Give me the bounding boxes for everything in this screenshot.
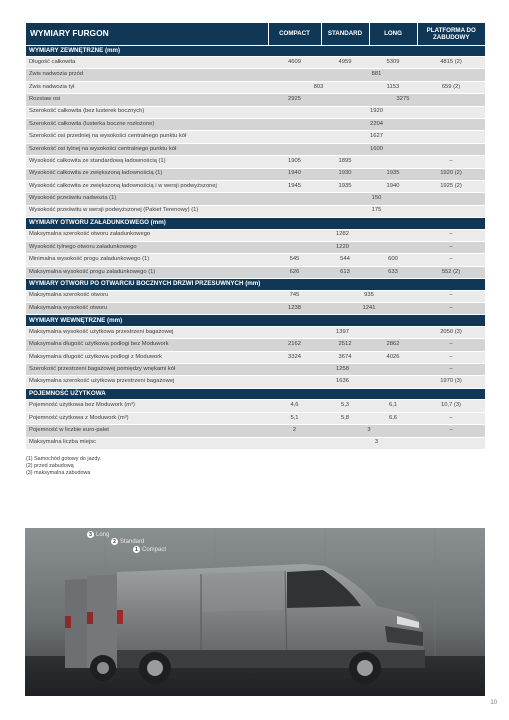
footnote: (1) Samochód gotowy do jazdy.: [26, 456, 102, 462]
column-header-standard: STANDARD: [321, 23, 369, 45]
section-heading-load-opening: WYMIARY OTWORU ZAŁADUNKOWEGO (mm): [26, 218, 485, 230]
row-label: Wysokość prześwitu w wersji podwyższonej (Pakiet Terenowy) (1): [26, 205, 268, 217]
table-row: [26, 205, 485, 217]
cell-compact: 2925: [268, 94, 321, 106]
cell-standard: 544: [321, 254, 369, 266]
cell-compact-standard-long: 1282: [268, 229, 417, 241]
table-row: [26, 106, 485, 118]
photo-label-compact: [133, 546, 166, 553]
van-lineup-photo: [25, 528, 485, 696]
row-label: Maksymalna długość użytkowa podłogi bez Moduwork: [26, 339, 268, 351]
row-label: Maksymalna wysokość otworu: [26, 303, 268, 315]
cell-standard: 4959: [321, 57, 369, 69]
footnote: (3) maksymalna zabudowa: [26, 470, 91, 476]
table-row: [26, 376, 485, 388]
section-heading-interior: WYMIARY WEWNĘTRZNE (mm): [26, 315, 485, 327]
cell-compact: 1238: [268, 303, 321, 315]
row-label: Szerokość całkowita (lusterka boczne rozłożone): [26, 118, 268, 130]
cell-compact: 4609: [268, 57, 321, 69]
cell-platform: –: [417, 412, 485, 424]
number-badge: 2: [111, 538, 118, 545]
photo-label-text: Standard: [120, 538, 145, 545]
row-label: Szerokość całkowita (bez lusterek bocznych): [26, 106, 268, 118]
cell-standard: 2512: [321, 339, 369, 351]
cell-all: 175: [268, 205, 485, 217]
cell-long: [369, 156, 417, 168]
table-row: [26, 81, 485, 93]
table-row: [26, 303, 485, 315]
cell-platform: –: [417, 241, 485, 253]
cell-compact: 1945: [268, 180, 321, 192]
row-label: Zwis nadwozia przód: [26, 69, 268, 81]
row-label: Zwis nadwozia tył: [26, 81, 268, 93]
cell-compact: 745: [268, 290, 321, 302]
row-label: Szerokość osi tylnej na wysokości centralnego punktu kół: [26, 143, 268, 155]
cell-all: 150: [268, 193, 485, 205]
cell-standard: 5,8: [321, 412, 369, 424]
table-row: [26, 69, 485, 81]
cell-standard: 3674: [321, 351, 369, 363]
table-row: [26, 131, 485, 143]
cell-long: 2862: [369, 339, 417, 351]
cell-compact: 545: [268, 254, 321, 266]
table-row: [26, 156, 485, 168]
table-row: [26, 241, 485, 253]
page-number: 10: [490, 700, 497, 706]
photo-label-text: Compact: [142, 546, 167, 553]
table-row: [26, 290, 485, 302]
cell-long: 4026: [369, 351, 417, 363]
cell-all: 3: [268, 437, 485, 449]
cell-platform: –: [417, 290, 485, 302]
table-row: [26, 94, 485, 106]
row-label: Pojemność użytkowa z Moduwork (m³): [26, 412, 268, 424]
cell-long: 633: [369, 266, 417, 278]
cell-compact: 626: [268, 266, 321, 278]
row-label: Szerokość przestrzeni bagażowej pomiędzy wnękami kół: [26, 364, 268, 376]
cell-compact: 4,6: [268, 400, 321, 412]
number-badge: 1: [133, 546, 140, 553]
table-row: [26, 168, 485, 180]
cell-standard: 5,3: [321, 400, 369, 412]
table-row: [26, 180, 485, 192]
cell-platform: 552 (2): [417, 266, 485, 278]
section-header-row: [26, 388, 485, 400]
row-label: Maksymalna wysokość użytkowa przestrzeni bagażowej: [26, 326, 268, 338]
table-row: [26, 364, 485, 376]
section-header-row: [26, 279, 485, 291]
table-row: [26, 412, 485, 424]
table-row: [26, 326, 485, 338]
cell-long: 1153: [369, 81, 417, 93]
table-row: [26, 57, 485, 69]
cell-all: 1600: [268, 143, 485, 155]
cell-standard: 1895: [321, 156, 369, 168]
cell-long: 6,6: [369, 412, 417, 424]
cell-standard-long: 1241: [321, 303, 417, 315]
cell-platform: –: [417, 351, 485, 363]
van-illustration: [25, 528, 485, 696]
cell-standard: 1930: [321, 168, 369, 180]
table-title: WYMIARY FURGON: [26, 23, 268, 45]
photo-label-standard: [111, 538, 144, 545]
cell-all: 2204: [268, 118, 485, 130]
cell-platform: –: [417, 425, 485, 437]
cell-all: 1920: [268, 106, 485, 118]
cell-platform: –: [417, 339, 485, 351]
cell-compact-standard-long: 1636: [268, 376, 417, 388]
cell-compact: 2: [268, 425, 321, 437]
dimensions-table: [26, 23, 485, 450]
row-label: Szerokość osi przedniej na wysokości centralnego punktu kół: [26, 131, 268, 143]
section-header-row: [26, 315, 485, 327]
table-row: [26, 266, 485, 278]
cell-platform: 659 (2): [417, 81, 485, 93]
table-row: [26, 118, 485, 130]
cell-long: 6,1: [369, 400, 417, 412]
footnotes: [26, 456, 326, 477]
photo-label-text: Long: [96, 531, 110, 538]
table-header-row: [26, 23, 485, 45]
cell-compact-standard-long: 1220: [268, 241, 417, 253]
section-header-row: [26, 218, 485, 230]
cell-compact-standard: 803: [268, 81, 369, 93]
cell-compact-standard-long: 1258: [268, 364, 417, 376]
cell-long: 1935: [369, 168, 417, 180]
cell-platform: 1970 (3): [417, 376, 485, 388]
table-row: [26, 400, 485, 412]
row-label: Wysokość całkowita ze standardową ładownością (1): [26, 156, 268, 168]
table-row: [26, 193, 485, 205]
cell-standard: 613: [321, 266, 369, 278]
cell-platform: 2050 (3): [417, 326, 485, 338]
cell-long: 1940: [369, 180, 417, 192]
cell-platform: 4815 (2): [417, 57, 485, 69]
row-label: Maksymalna liczba miejsc: [26, 437, 268, 449]
number-badge: 3: [87, 531, 94, 538]
cell-platform: 10,7 (3): [417, 400, 485, 412]
row-label: Wysokość całkowita ze zwiększoną ładownością (1): [26, 168, 268, 180]
cell-compact: 1905: [268, 156, 321, 168]
cell-platform: 1920 (2): [417, 168, 485, 180]
row-label: Rozstaw osi: [26, 94, 268, 106]
cell-all: 881: [268, 69, 485, 81]
table-row: [26, 339, 485, 351]
column-header-platform: PLATFORMA DO ZABUDOWY: [417, 23, 485, 45]
row-label: Pojemność w liczbie euro-palet: [26, 425, 268, 437]
row-label: Maksymalna długość użytkowa podłogi z Moduwork: [26, 351, 268, 363]
row-label: Maksymalna szerokość otworu załadunkowego: [26, 229, 268, 241]
cell-long: 600: [369, 254, 417, 266]
cell-compact: 2162: [268, 339, 321, 351]
row-label: Maksymalna wysokość progu załadunkowego (1): [26, 266, 268, 278]
section-heading-capacity: POJEMNOŚĆ UŻYTKOWA: [26, 388, 485, 400]
table-row: [26, 351, 485, 363]
cell-platform: –: [417, 303, 485, 315]
row-label: Maksymalna szerokość otworu: [26, 290, 268, 302]
column-header-long: LONG: [369, 23, 417, 45]
row-label: Wysokość całkowita ze zwiększoną ładownością i w wersji podwyższonej: [26, 180, 268, 192]
row-label: Wysokość tylnego otworu załadunkowego: [26, 241, 268, 253]
section-heading-side-door: WYMIARY OTWORU PO OTWARCIU BOCZNYCH DRZWI PRZESUWNYCH (mm): [26, 279, 485, 291]
row-label: Pojemność użytkowa bez Moduwork (m³): [26, 400, 268, 412]
cell-standard: 1935: [321, 180, 369, 192]
cell-platform: –: [417, 254, 485, 266]
table-row: [26, 437, 485, 449]
cell-compact-standard-long: 1397: [268, 326, 417, 338]
cell-platform: –: [417, 364, 485, 376]
footnote: (2) przed zabudową: [26, 463, 74, 469]
table-row: [26, 143, 485, 155]
cell-platform: 1925 (2): [417, 180, 485, 192]
row-label: Maksymalna szerokość użytkowa przestrzeni bagażowej: [26, 376, 268, 388]
section-header-row: [26, 45, 485, 57]
cell-standard-long: 3: [321, 425, 417, 437]
table-row: [26, 229, 485, 241]
cell-compact: 3324: [268, 351, 321, 363]
cell-compact: 5,1: [268, 412, 321, 424]
row-label: Wysokość prześwitu nadwozia (1): [26, 193, 268, 205]
cell-standard-long-platform: 3275: [321, 94, 485, 106]
row-label: Długość całkowita: [26, 57, 268, 69]
column-header-compact: COMPACT: [268, 23, 321, 45]
cell-compact: 1940: [268, 168, 321, 180]
photo-label-long: [87, 531, 109, 538]
section-heading-exterior: WYMIARY ZEWNĘTRZNE (mm): [26, 45, 485, 57]
table-row: [26, 425, 485, 437]
cell-long: 5309: [369, 57, 417, 69]
table-row: [26, 254, 485, 266]
cell-standard-long: 935: [321, 290, 417, 302]
row-label: Minimalna wysokość progu załadunkowego (1): [26, 254, 268, 266]
cell-platform: –: [417, 229, 485, 241]
cell-platform: –: [417, 156, 485, 168]
cell-all: 1627: [268, 131, 485, 143]
